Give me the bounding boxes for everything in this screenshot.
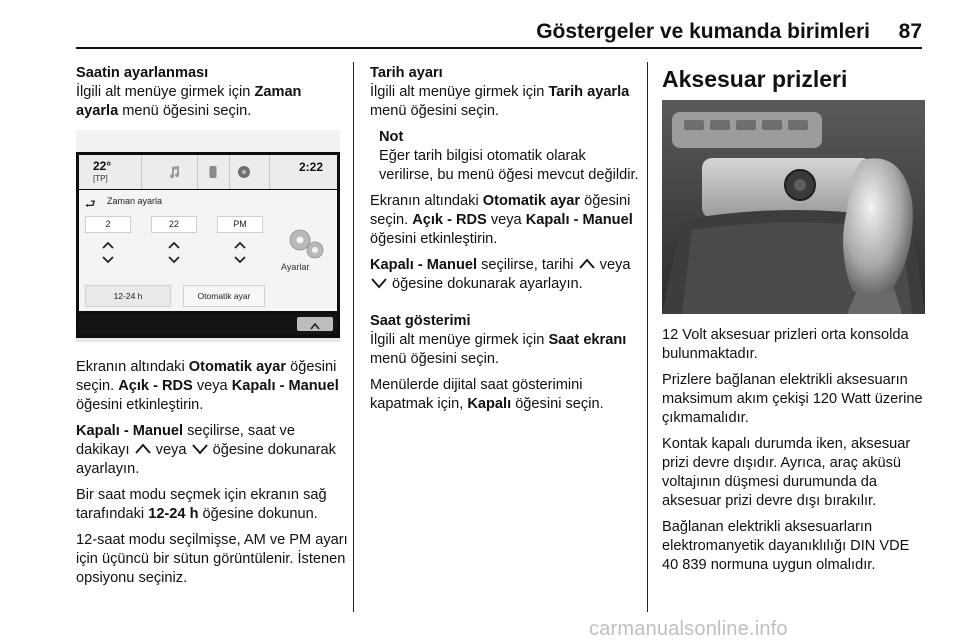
column-1-top (76, 64, 344, 121)
text: öğesine dokunarak ayarlayın. (76, 442, 336, 477)
text: Menülerde dijital saat gösterimini kapatmak için, (370, 377, 583, 412)
minute-field: 22 (151, 216, 197, 233)
temperature-readout: 22° (93, 159, 112, 173)
column-1-bottom (76, 358, 348, 595)
note-title: Not (379, 129, 404, 145)
minute-down-button[interactable] (152, 252, 196, 266)
page-number: 87 (898, 20, 922, 43)
text: Bir saat modu seçmek için ekranın sağ tarafındaki (76, 487, 327, 522)
hour-down-button[interactable] (86, 252, 130, 266)
column-3-heading (662, 66, 928, 102)
text: öğesini seçin. (76, 359, 337, 394)
expand-up-button[interactable] (297, 317, 333, 331)
section-heading-tarih: Tarih ayarı (370, 65, 443, 81)
section-heading-saat-gosterimi: Saat gösterimi (370, 313, 471, 329)
text: veya (599, 257, 631, 273)
text: İlgili alt menüye girmek için (370, 332, 549, 348)
text: öğesini etkinleştirin. (370, 231, 498, 247)
note-block (370, 128, 640, 185)
paragraph-max-power: Prizlere bağlanan elektrikli aksesuarın maksimum akım çekişi 120 Watt üzerine çıkmamalıdır. (662, 372, 923, 426)
paragraph-emc: Bağlanan elektrikli aksesuarların elektromanyetik dayanıklılığı DIN VDE 40 839 normuna uygun olmalıdır. (662, 519, 910, 573)
settings-label: Ayarlar (281, 262, 310, 272)
chevron-down-icon (102, 255, 114, 265)
minute-up-button[interactable] (152, 237, 196, 251)
section-heading-saat: Saatin ayarlanması (76, 65, 209, 81)
text: öğesine dokunarak ayarlayın. (388, 276, 583, 292)
music-note-icon (167, 165, 181, 179)
hour-field: 2 (85, 216, 131, 233)
globe-icon (237, 165, 251, 179)
bold-term: Kapalı - Manuel (525, 212, 633, 228)
header-divider (76, 47, 922, 49)
text: seçilirse, saat ve dakikayı (76, 423, 295, 458)
screen-clock: 2:22 (298, 160, 323, 174)
paragraph-ignition: Kontak kapalı durumda iken, aksesuar prizi devre dışıdır. Ayrıca, araç aküsü voltajının düşmesi durumunda da aksesuar prizi devre dışı bırakılır. (662, 436, 911, 509)
tp-indicator: [TP] (93, 174, 108, 183)
text: Ekranın altındaki (76, 359, 189, 375)
bold-term: Açık - RDS (118, 378, 193, 394)
menu-title: Zaman ayarla (107, 196, 163, 206)
text: menü öğesini seçin. (370, 351, 499, 367)
12-24h-button[interactable]: 12-24 h (85, 285, 171, 307)
bold-term: Kapalı - Manuel (370, 257, 478, 273)
infotainment-screen-figure (76, 130, 340, 342)
text: veya (192, 378, 232, 394)
watermark: carmanualsonline.info (589, 618, 788, 640)
chevron-down-icon (191, 442, 209, 456)
chevron-up-icon (102, 240, 114, 250)
section-heading-aksesuar: Aksesuar prizleri (662, 66, 848, 92)
screen-bottom-bar (79, 314, 337, 334)
hour-up-button[interactable] (86, 237, 130, 251)
text: Ekranın altındaki (370, 193, 483, 209)
text: menü öğesini seçin. (370, 103, 499, 119)
column-divider-1 (353, 62, 354, 612)
text: öğesine dokunun. (198, 506, 318, 522)
accessory-socket-photo (662, 100, 925, 314)
note-body: Eğer tarih bilgisi otomatik olarak verilirse, bu menü öğesi mevcut değildir. (379, 148, 639, 183)
back-arrow-icon[interactable]: ⮐ (85, 197, 96, 211)
ampm-up-button[interactable] (218, 237, 262, 251)
chevron-up-icon (578, 257, 596, 271)
column-divider-2 (647, 62, 648, 612)
text: veya (151, 442, 191, 458)
ampm-field: PM (217, 216, 263, 233)
text: öğesini seçin. (511, 396, 604, 412)
chevron-up-icon (234, 240, 246, 250)
chevron-down-icon (234, 255, 246, 265)
bold-term: Kapalı - Manuel (76, 423, 184, 439)
chevron-down-icon (370, 276, 388, 290)
text: seçilirse, tarihi (477, 257, 578, 273)
text: İlgili alt menüye girmek için (370, 84, 549, 100)
intro-text-end: menü öğesini seçin. (118, 103, 252, 119)
column-2 (370, 64, 640, 421)
ampm-down-button[interactable] (218, 252, 262, 266)
text: öğesini etkinleştirin. (76, 397, 204, 413)
bold-term: Saat ekranı (548, 332, 627, 348)
menu-item-zaman-ayarla: Zaman ayarla (76, 84, 302, 119)
intro-text: İlgili alt menüye girmek için (76, 84, 255, 100)
auto-set-button[interactable]: Otomatik ayar (183, 285, 265, 307)
text: veya (486, 212, 526, 228)
phone-icon (206, 165, 220, 179)
bold-term: Açık - RDS (412, 212, 487, 228)
time-settings-panel (79, 190, 337, 311)
bold-term: Tarih ayarla (548, 84, 630, 100)
chevron-up-icon (310, 322, 320, 330)
paragraph-location: 12 Volt aksesuar prizleri orta konsolda bulunmaktadır. (662, 327, 909, 362)
text: öğesini seçin. (370, 193, 631, 228)
chevron-down-icon (168, 255, 180, 265)
screen-status-bar (79, 155, 337, 189)
bold-term: Kapalı - Manuel (231, 378, 339, 394)
bold-term: Kapalı (467, 396, 512, 412)
page-header-title: Göstergeler ve kumanda birimleri (536, 20, 870, 43)
bold-term: 12-24 h (148, 506, 199, 522)
chevron-up-icon (134, 442, 152, 456)
chevron-up-icon (168, 240, 180, 250)
paragraph-12h-mode: 12-saat modu seçilmişse, AM ve PM ayarı için üçüncü bir sütun görüntülenir. İstenen opsiyonu seçiniz. (76, 532, 348, 586)
bold-term: Otomatik ayar (482, 193, 581, 209)
infotainment-screen (76, 152, 340, 338)
gear-icon[interactable] (284, 225, 328, 265)
bold-term: Otomatik ayar (188, 359, 287, 375)
column-3-text (662, 326, 928, 582)
